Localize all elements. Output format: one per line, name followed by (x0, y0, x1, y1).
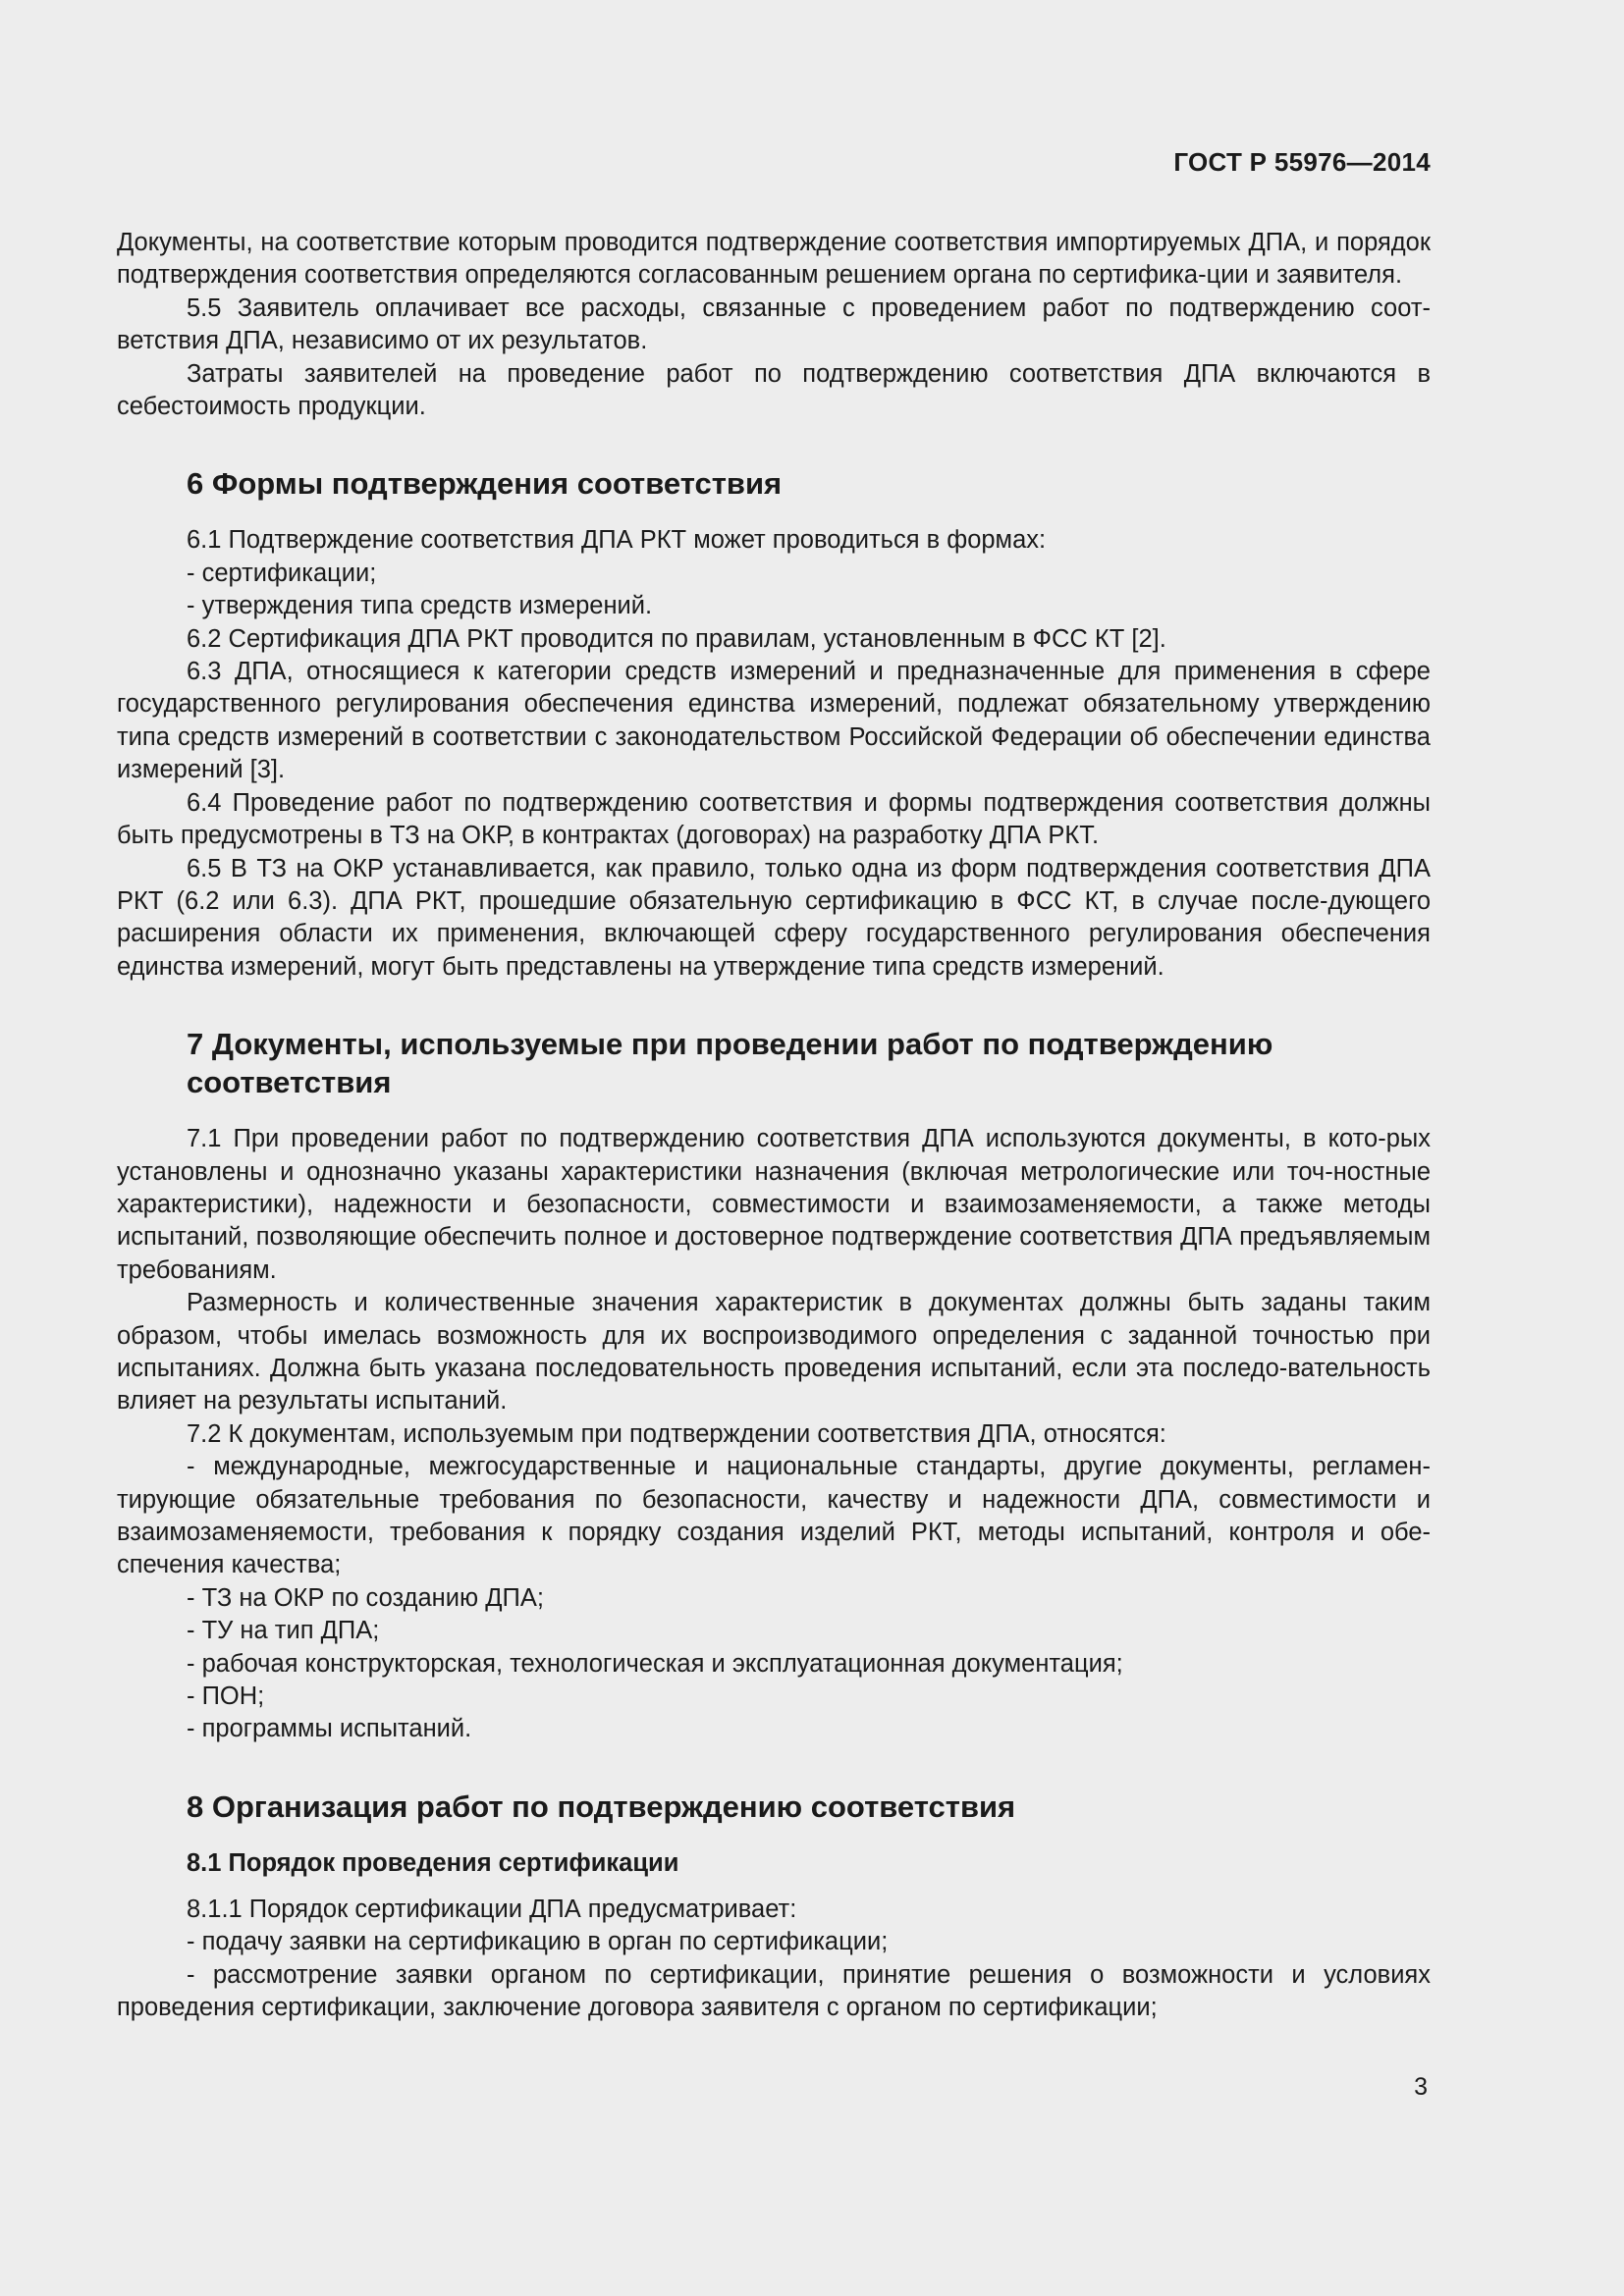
paragraph: 7.2 К документам, используемым при подтверждении соответствия ДПА, относятся: (187, 1419, 1166, 1448)
paragraph: - международные, межгосударственные и национальные стандарты, другие документы, регламен-тирующие обязательные требования по безопасности, качеству и надежности ДПА, совместимости и взаимозаменяемости, требования к порядку создания изделий РКТ, методы испытаний, контроля и обе-спечения качества; (117, 1453, 1431, 1579)
paragraph: Затраты заявителей на проведение работ по подтверждению соответствия ДПА включаются в себестоимость продукции. (117, 359, 1431, 421)
paragraph: 7.1 При проведении работ по подтверждению соответствия ДПА используются документы, в кото-рых установлены и однозначно указаны характеристики назначения (включая метрологические или точ-ностные характеристики), надежности и безопасности, совместимости и взаимозаменяемости, а также методы испытаний, позволяющие обеспечить полное и достоверное подтверждение соответствия ДПА предъявляемым требованиям. (117, 1125, 1431, 1284)
paragraph: - рассмотрение заявки органом по сертификации, принятие решения о возможности и условиях проведения сертификации, заключение договора заявителя с органом по сертификации; (117, 1960, 1431, 2022)
paragraph: - ТЗ на ОКР по созданию ДПА; (187, 1583, 544, 1612)
paragraph: 6.3 ДПА, относящиеся к категории средств измерений и предназначенные для применения в сфере государственного регулирования обеспечения единства измерений, подлежат обязательному утверждению типа средств измерений в соответствии с законодательством Российской Федерации об обеспечении единства измерений [3]. (117, 658, 1431, 784)
document-body (117, 227, 1431, 2024)
paragraph: 6.4 Проведение работ по подтверждению соответствия и формы подтверждения соответствия должны быть предусмотрены в ТЗ на ОКР, в контрактах (договорах) на разработку ДПА РКТ. (117, 788, 1431, 850)
section-heading: 7 Документы, используемые при проведении работ по подтверждению соответствия (187, 1027, 1273, 1100)
paragraph: - ТУ на тип ДПА; (187, 1617, 380, 1645)
paragraph: - подачу заявки на сертификацию в орган по сертификации; (187, 1928, 889, 1956)
subsection-heading: 8.1 Порядок проведения сертификации (187, 1848, 679, 1877)
paragraph: 6.5 В ТЗ на ОКР устанавливается, как правило, только одна из форм подтверждения соответствия ДПА РКТ (6.2 или 6.3). ДПА РКТ, прошедшие обязательную сертификацию в ФСС КТ, в случае после-дующего расширения области их применения, включающей сферу государственного регулирования обеспечения единства измерений, могут быть представлены на утверждение типа средств измерений. (117, 854, 1431, 981)
paragraph: - ПОН; (187, 1682, 265, 1711)
paragraph: 6.2 Сертификация ДПА РКТ проводится по правилам, установленным в ФСС КТ [2]. (187, 624, 1166, 653)
paragraph: 6.1 Подтверждение соответствия ДПА РКТ может проводиться в формах: (187, 526, 1047, 555)
page-number: 3 (1414, 2073, 1428, 2101)
paragraph: Размерность и количественные значения характеристик в документах должны быть заданы таким образом, чтобы имелась возможность для их воспроизводимого определения с заданной точностью при испытаниях. Должна быть указана последовательность проведения испытаний, если эта последо-вательность влияет на результаты испытаний. (117, 1289, 1431, 1415)
paragraph: - сертификации; (187, 559, 377, 587)
section-heading: 8 Организация работ по подтверждению соответствия (187, 1789, 1016, 1824)
paragraph: Документы, на соответствие которым проводится подтверждение соответствия импортируемых ДПА, и порядок подтверждения соответствия определяются согласованным решением органа по сертифика-ции и заявителя. (117, 229, 1431, 290)
paragraph: 5.5 Заявитель оплачивает все расходы, связанные с проведением работ по подтверждению соот-ветствия ДПА, независимо от их результатов. (117, 294, 1431, 355)
paragraph: - утверждения типа средств измерений. (187, 592, 653, 620)
section-heading: 6 Формы подтверждения соответствия (187, 466, 783, 502)
paragraph: 8.1.1 Порядок сертификации ДПА предусматривает: (187, 1895, 797, 1923)
paragraph: - рабочая конструкторская, технологическая и эксплуатационная документация; (187, 1649, 1123, 1678)
paragraph: - программы испытаний. (187, 1715, 472, 1743)
document-code: ГОСТ Р 55976—2014 (1173, 147, 1431, 177)
